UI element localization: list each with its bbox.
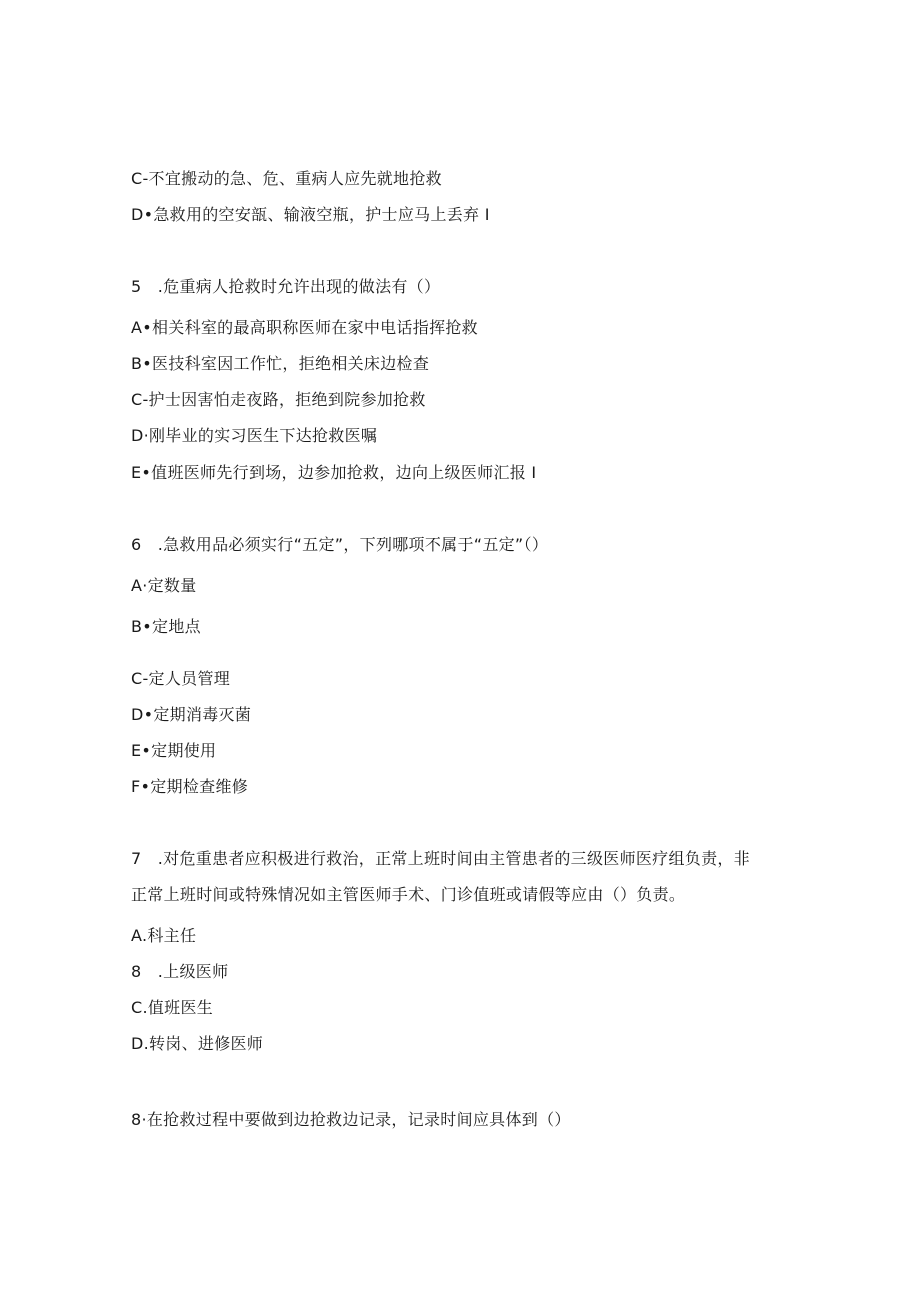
question-8: 8·在抢救过程中要做到边抢救边记录，记录时间应具体到（） — [131, 1110, 571, 1129]
question-6: 6 .急救用品必须实行“五定”，下列哪项不属于“五定”（） — [131, 535, 549, 554]
option-5a: A•相关科室的最高职称医师在家中电话指挥抢救 — [131, 318, 478, 337]
option-6d: D•定期消毒灭菌 — [131, 705, 252, 724]
option-6e: E•定期使用 — [131, 741, 217, 760]
option-6b: B•定地点 — [131, 617, 201, 636]
option-5d: D·刚毕业的实习医生下达抢救医嘱 — [131, 426, 378, 445]
question-5: 5 .危重病人抢救时允许出现的做法有（） — [131, 277, 441, 296]
option-6a: A·定数量 — [131, 576, 197, 595]
option-7d: D.转岗、进修医师 — [131, 1034, 264, 1053]
option-4d: D•急救用的空安瓿、输液空瓶，护士应马上丢弃 I — [131, 205, 490, 224]
option-5e: E•值班医师先行到场，边参加抢救，边向上级医师汇报 I — [131, 463, 537, 482]
option-5b: B•医技科室因工作忙，拒绝相关床边检查 — [131, 354, 430, 373]
option-4c: C-不宜搬动的急、危、重病人应先就地抢救 — [131, 169, 442, 188]
question-7-line-2: 正常上班时间或特殊情况如主管医师手术、门诊值班或请假等应由（）负责。 — [131, 885, 686, 904]
option-7c: C.值班医生 — [131, 998, 214, 1017]
option-7b: 8 .上级医师 — [131, 962, 229, 981]
question-7-line-1: 7 .对危重患者应积极进行救治，正常上班时间由主管患者的三级医师医疗组负责，非 — [131, 849, 750, 868]
option-5c: C-护士因害怕走夜路，拒绝到院参加抢救 — [131, 390, 426, 409]
option-6c: C-定人员管理 — [131, 669, 231, 688]
option-6f: F•定期检查维修 — [131, 777, 249, 796]
option-7a: A.科主任 — [131, 926, 197, 945]
